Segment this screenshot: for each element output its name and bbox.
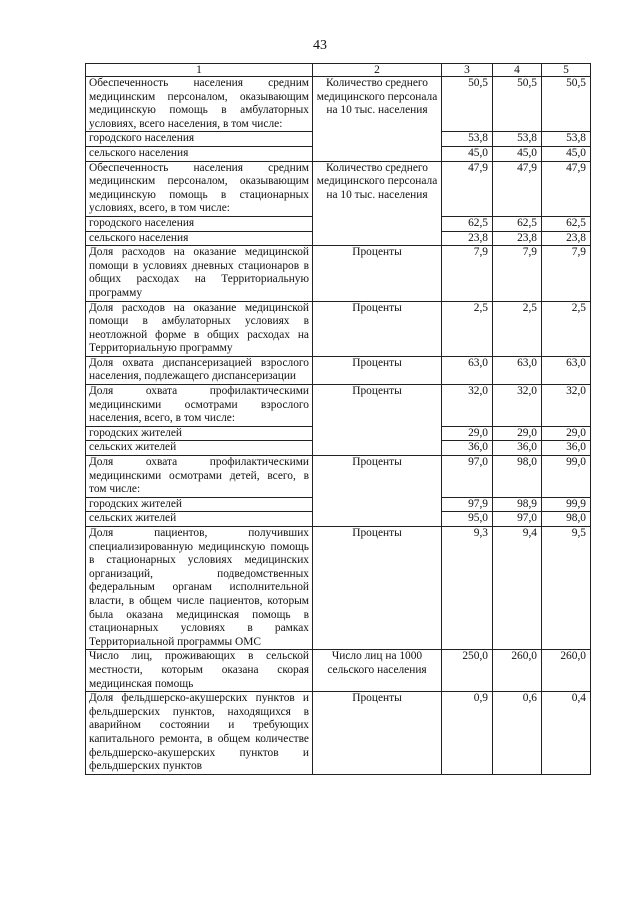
unit-cell: Проценты — [313, 301, 442, 356]
value-cell: 45,0 — [542, 146, 591, 161]
value-cell: 50,5 — [493, 77, 542, 132]
value-cell: 50,5 — [542, 77, 591, 132]
value-cell: 53,8 — [542, 132, 591, 147]
indicator-cell: сельского населения — [86, 231, 313, 246]
indicator-cell: Обеспеченность населения средним медицинским персоналом, оказывающим медицинскую помощь в амбулаторных условиях, всего населения, в том числе: — [86, 77, 313, 132]
value-cell: 97,0 — [493, 512, 542, 527]
value-cell: 97,9 — [442, 497, 493, 512]
value-cell: 95,0 — [442, 512, 493, 527]
value-cell: 7,9 — [542, 246, 591, 301]
value-cell: 63,0 — [442, 356, 493, 384]
indicator-cell: Доля расходов на оказание медицинской помощи в амбулаторных условиях в неотложной форме в общих расходах на Территориальную программу — [86, 301, 313, 356]
value-cell: 9,5 — [542, 527, 591, 650]
value-cell: 0,4 — [542, 692, 591, 775]
unit-cell: Проценты — [313, 456, 442, 527]
value-cell: 62,5 — [542, 216, 591, 231]
indicator-cell: Доля охвата профилактическими медицинскими осмотрами детей, всего, в том числе: — [86, 456, 313, 498]
table-row — [86, 692, 591, 775]
value-cell: 53,8 — [442, 132, 493, 147]
indicator-cell: Доля охвата профилактическими медицинскими осмотрами взрослого населения, всего, в том числе: — [86, 385, 313, 427]
indicator-cell: Доля фельдшерско-акушерских пунктов и фельдшерских пунктов, находящихся в аварийном состоянии и требующих капитального ремонта, в общем количестве фельдшерско-акушерских пунктов и фельдшерских пунктов — [86, 692, 313, 775]
value-cell: 260,0 — [493, 650, 542, 692]
table-row — [86, 527, 591, 650]
value-cell: 53,8 — [493, 132, 542, 147]
value-cell: 45,0 — [493, 146, 542, 161]
value-cell: 63,0 — [542, 356, 591, 384]
value-cell: 32,0 — [542, 385, 591, 427]
table-row — [86, 650, 591, 692]
value-cell: 36,0 — [542, 441, 591, 456]
value-cell: 29,0 — [442, 426, 493, 441]
unit-cell: Проценты — [313, 527, 442, 650]
value-cell: 97,0 — [442, 456, 493, 498]
unit-cell: Количество среднего медицинского персонала на 10 тыс. населения — [313, 161, 442, 246]
value-cell: 29,0 — [493, 426, 542, 441]
indicator-cell: Доля расходов на оказание медицинской помощи в условиях дневных стационаров в общих расходах на Территориальную программу — [86, 246, 313, 301]
indicator-cell: городского населения — [86, 216, 313, 231]
value-cell: 62,5 — [493, 216, 542, 231]
value-cell: 23,8 — [442, 231, 493, 246]
value-cell: 62,5 — [442, 216, 493, 231]
unit-cell: Проценты — [313, 246, 442, 301]
table-row — [86, 356, 591, 384]
value-cell: 36,0 — [442, 441, 493, 456]
indicator-cell: городских жителей — [86, 426, 313, 441]
indicator-cell: сельских жителей — [86, 512, 313, 527]
value-cell: 47,9 — [442, 161, 493, 216]
value-cell: 98,0 — [493, 456, 542, 498]
indicator-cell: Обеспеченность населения средним медицинским персоналом, оказывающим медицинскую помощь в стационарных условиях, всего, в том числе: — [86, 161, 313, 216]
value-cell: 23,8 — [493, 231, 542, 246]
value-cell: 32,0 — [442, 385, 493, 427]
unit-cell: Проценты — [313, 385, 442, 456]
indicator-cell: Число лиц, проживающих в сельской местности, которым оказана скорая медицинская помощь — [86, 650, 313, 692]
value-cell: 47,9 — [542, 161, 591, 216]
value-cell: 63,0 — [493, 356, 542, 384]
column-header: 3 — [442, 64, 493, 77]
value-cell: 2,5 — [542, 301, 591, 356]
column-header: 2 — [313, 64, 442, 77]
table-row — [86, 385, 591, 427]
indicator-cell: сельских жителей — [86, 441, 313, 456]
value-cell: 50,5 — [442, 77, 493, 132]
value-cell: 250,0 — [442, 650, 493, 692]
table-row — [86, 77, 591, 132]
table-row — [86, 246, 591, 301]
indicator-cell: Доля пациентов, получивших специализированную медицинскую помощь в стационарных условиях медицинских организаций, подведомственных федеральным органам исполнительной власти, в общем числе пациентов, которым была оказана медицинская помощь в стационарных условиях в рамках Территориальной программы ОМС — [86, 527, 313, 650]
table-row — [86, 161, 591, 216]
value-cell: 9,4 — [493, 527, 542, 650]
value-cell: 0,9 — [442, 692, 493, 775]
value-cell: 260,0 — [542, 650, 591, 692]
page-number: 43 — [313, 38, 327, 53]
value-cell: 32,0 — [493, 385, 542, 427]
unit-cell: Проценты — [313, 692, 442, 775]
unit-cell: Количество среднего медицинского персонала на 10 тыс. населения — [313, 77, 442, 162]
value-cell: 45,0 — [442, 146, 493, 161]
table-header-row — [86, 64, 591, 77]
value-cell: 0,6 — [493, 692, 542, 775]
indicators-table — [85, 63, 591, 775]
column-header: 1 — [86, 64, 313, 77]
value-cell: 29,0 — [542, 426, 591, 441]
indicator-cell: сельского населения — [86, 146, 313, 161]
unit-cell: Число лиц на 1000 сельского населения — [313, 650, 442, 692]
indicator-cell: Доля охвата диспансеризацией взрослого населения, подлежащего диспансеризации — [86, 356, 313, 384]
value-cell: 7,9 — [442, 246, 493, 301]
column-header: 4 — [493, 64, 542, 77]
table-row — [86, 301, 591, 356]
value-cell: 98,9 — [493, 497, 542, 512]
value-cell: 99,0 — [542, 456, 591, 498]
value-cell: 2,5 — [442, 301, 493, 356]
value-cell: 23,8 — [542, 231, 591, 246]
value-cell: 47,9 — [493, 161, 542, 216]
value-cell: 36,0 — [493, 441, 542, 456]
value-cell: 98,0 — [542, 512, 591, 527]
value-cell: 2,5 — [493, 301, 542, 356]
indicator-cell: городских жителей — [86, 497, 313, 512]
column-header: 5 — [542, 64, 591, 77]
value-cell: 9,3 — [442, 527, 493, 650]
table-row — [86, 456, 591, 498]
unit-cell: Проценты — [313, 356, 442, 384]
value-cell: 7,9 — [493, 246, 542, 301]
value-cell: 99,9 — [542, 497, 591, 512]
indicator-cell: городского населения — [86, 132, 313, 147]
